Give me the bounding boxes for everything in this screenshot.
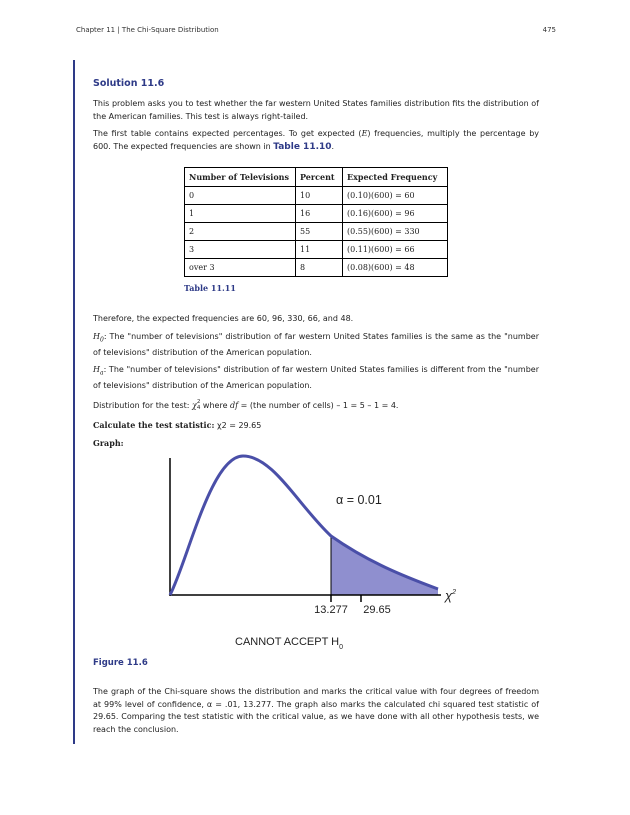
ha-sub: a	[99, 369, 104, 377]
table-cell: (0.10)(600) = 60	[343, 187, 448, 205]
table-row	[185, 187, 448, 205]
para2-a: The first table contains expected percentages. To get expected (	[93, 129, 362, 138]
alpha-label: α = 0.01	[336, 493, 382, 507]
h0-label: H	[93, 331, 100, 341]
graph-label: Graph:	[93, 438, 124, 449]
calc-rest: χ2 = 29.65	[214, 420, 262, 430]
table-cell: over 3	[185, 259, 296, 277]
alternative-hypothesis	[93, 364, 539, 393]
table-cell: 2	[185, 223, 296, 241]
solution-side-bar	[73, 60, 75, 744]
table-row	[185, 259, 448, 277]
dist-chi: χ	[192, 400, 197, 410]
page-number: 475	[542, 26, 556, 34]
ha-label: H	[93, 365, 100, 375]
table-cell: (0.11)(600) = 66	[343, 241, 448, 259]
table-caption: Table 11.11	[184, 283, 236, 293]
dist-c: = (the number of cells) – 1 = 5 – 1 = 4.	[238, 400, 399, 410]
solution-content	[93, 78, 539, 455]
h0-text: : The "number of televisions" distribution of far western United States families is the same as the "number of televisions" distribution of the American population.	[93, 331, 539, 357]
tick-label-statistic: 29.65	[363, 604, 391, 616]
calc-bold: Calculate the test statistic:	[93, 419, 215, 430]
table-row	[185, 205, 448, 223]
ha-text: : The "number of televisions" distribution of far western United States families is different from the "number of televisions" distribution of the American population.	[93, 365, 539, 391]
dist-b: where	[200, 400, 231, 410]
table-cell: 55	[296, 223, 343, 241]
axis-chi: χ	[445, 588, 453, 603]
h0-sub: 0	[99, 336, 104, 344]
table-header-row	[185, 168, 448, 187]
table-reference-link[interactable]: Table 11.10	[273, 141, 332, 152]
table-cell: (0.55)(600) = 330	[343, 223, 448, 241]
table-cell: (0.08)(600) = 48	[343, 259, 448, 277]
expected-frequencies-text: Therefore, the expected frequencies are 60, 96, 330, 66, and 48.	[93, 314, 354, 323]
decision-label	[235, 636, 343, 651]
table-cell: (0.16)(600) = 96	[343, 205, 448, 223]
null-hypothesis	[93, 331, 539, 360]
conclusion-block	[93, 686, 539, 741]
table-cell: 11	[296, 241, 343, 259]
para2-e: E	[361, 129, 368, 138]
conclusion-paragraph: The graph of the Chi-square shows the distribution and marks the critical value with four degrees of freedom at 99% level of confidence, α = .01, 13.277. The graph also marks the calculated chi squared test statistic of 29.65. Comparing the test statistic with the critical value, as we have done with all other hypothesis tests, we reach the conclusion.	[93, 687, 539, 734]
table-row	[185, 223, 448, 241]
axis-sup: 2	[452, 589, 457, 596]
calculate-statistic	[93, 419, 539, 433]
table-header-cell: Expected Frequency	[343, 168, 448, 187]
expected-frequency-table	[184, 167, 448, 277]
running-header-chapter: Chapter 11 | The Chi-Square Distribution	[76, 26, 219, 34]
table-header-cell: Percent	[296, 168, 343, 187]
table-cell: 10	[296, 187, 343, 205]
table-cell: 0	[185, 187, 296, 205]
axis-label	[444, 588, 456, 603]
chi-square-graph	[93, 450, 533, 665]
distribution-for-test	[93, 398, 539, 414]
dist-sup: 2	[196, 399, 201, 406]
table-cell: 1	[185, 205, 296, 223]
solution-title: Solution 11.6	[93, 78, 165, 89]
chi-square-curve	[170, 456, 438, 595]
table-header-cell: Number of Televisions	[185, 168, 296, 187]
table-cell: 8	[296, 259, 343, 277]
para2-end: .	[331, 141, 335, 151]
solution-paragraph-2	[93, 128, 539, 153]
decision-sub: 0	[339, 644, 344, 651]
table-cell: 16	[296, 205, 343, 223]
dist-a: Distribution for the test:	[93, 400, 193, 410]
dist-df: df	[230, 400, 239, 410]
decision-text: CANNOT ACCEPT H	[235, 636, 340, 648]
solution-paragraph-1: This problem asks you to test whether the far western United States families distribution fits the distribution of the American families. This test is always right-tailed.	[93, 99, 539, 121]
figure-caption: Figure 11.6	[93, 658, 148, 668]
table-row	[185, 241, 448, 259]
table-cell: 3	[185, 241, 296, 259]
dist-sub: 4	[196, 405, 201, 412]
para2-b: ) frequencies, multiply the percentage by 600. The expected frequencies are shown in	[93, 129, 540, 151]
tick-label-critical: 13.277	[314, 604, 348, 616]
